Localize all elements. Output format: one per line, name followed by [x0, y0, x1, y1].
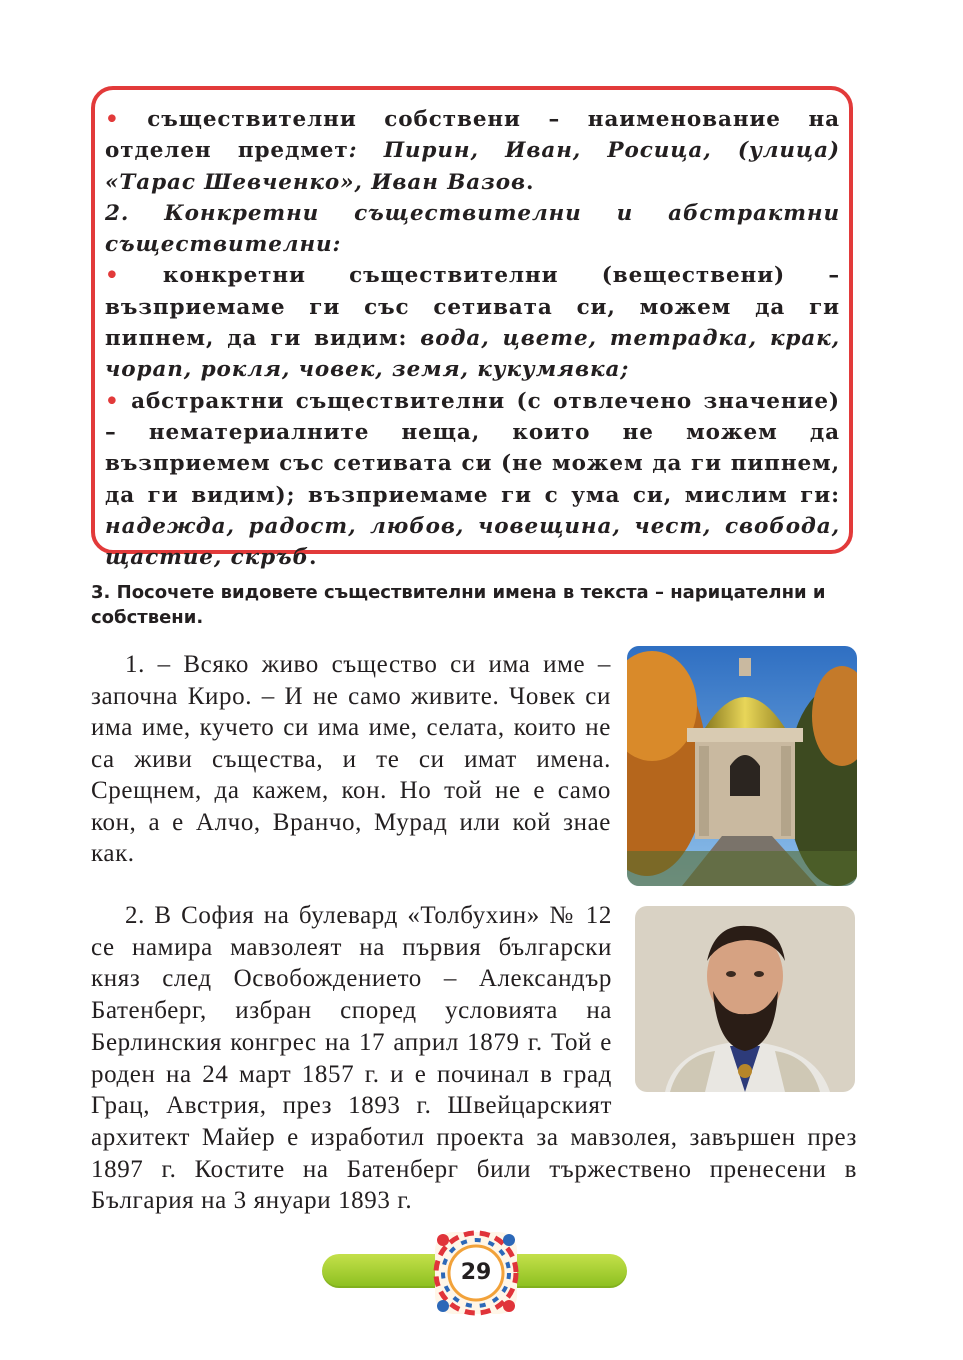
rule-item-abstract-nouns	[105, 386, 840, 574]
rule-punct: .	[308, 545, 318, 571]
bullet-icon: •	[105, 388, 120, 414]
rule-examples: надежда, радост, любов, човещина, чест, свобода, щастие, скръб	[105, 513, 840, 571]
rule-examples: вода, цвете, тетрадка, крак, чорап, рокля, човек, земя, кукумявка;	[105, 326, 840, 383]
page-number-badge	[431, 1228, 521, 1318]
rule-box	[91, 86, 853, 571]
rule-punct: .	[526, 169, 535, 195]
bullet-icon: •	[105, 263, 120, 289]
bullet-icon: •	[105, 107, 120, 132]
paragraph-text: 2. В София на булевард «Толбухин» № 12 се намира мавзолеят на първия български княз след Освобождението – Александър Батенберг, избран според условията на Берлинския конгрес на 17 април 1879 г. Той е роден на 24 март 1857 г. и е починал в град Грац, Австрия, през 1893 г. Швейцарският архитект Майер е изработил проекта за мавзолея, завършен през 1897 г. Костите на Батенберг били тържествено пренесени в България на 3 януари 1893 г.	[91, 902, 857, 1215]
task-instruction: 3. Посочете видовете съществителни имена в текста – нарицателни и собствени.	[91, 582, 826, 628]
mausoleum-image	[627, 646, 857, 886]
portrait-photo	[635, 906, 855, 1092]
paragraph-text: 1. – Всяко живо същество си има име – започна Киро. – И не само живите. Човек си има име, кучето си има име, селата, които не са живи същества, и те си имат имена. Срещнем, да кажем, кон. Но той не е само кон, а е Алчо, Вранчо, Мурад или кой знае как.	[91, 651, 611, 867]
text-paragraph-1	[91, 649, 611, 870]
rule-item-proper-nouns	[105, 104, 840, 198]
mausoleum-photo	[627, 646, 857, 886]
rule-text: съществителни собствени – наименование на отделен предмет	[105, 107, 840, 164]
rule-examples: : Пирин, Иван, Росица, (улица) «Тарас Шевченко», Иван Вазов	[105, 138, 840, 195]
rule-text: конкретни съществителни (веществени) – възприемаме ги със сетивата си, можем да ги пипнем, да ги видим:	[105, 263, 841, 352]
page-number: 29	[460, 1260, 492, 1285]
portrait-image	[635, 906, 855, 1092]
rule-text: абстрактни съществителни (с отвлечено значение) – нематериалните неща, които не можем да възприемем със сетивата си (не можем да ги пипнем, да ги видим); възприемаме ги с ума си, мислим ги:	[105, 388, 840, 508]
rule-heading: 2. Конкретни съществителни и абстрактни съществителни:	[105, 200, 840, 258]
rule-item-concrete-nouns	[105, 260, 840, 385]
